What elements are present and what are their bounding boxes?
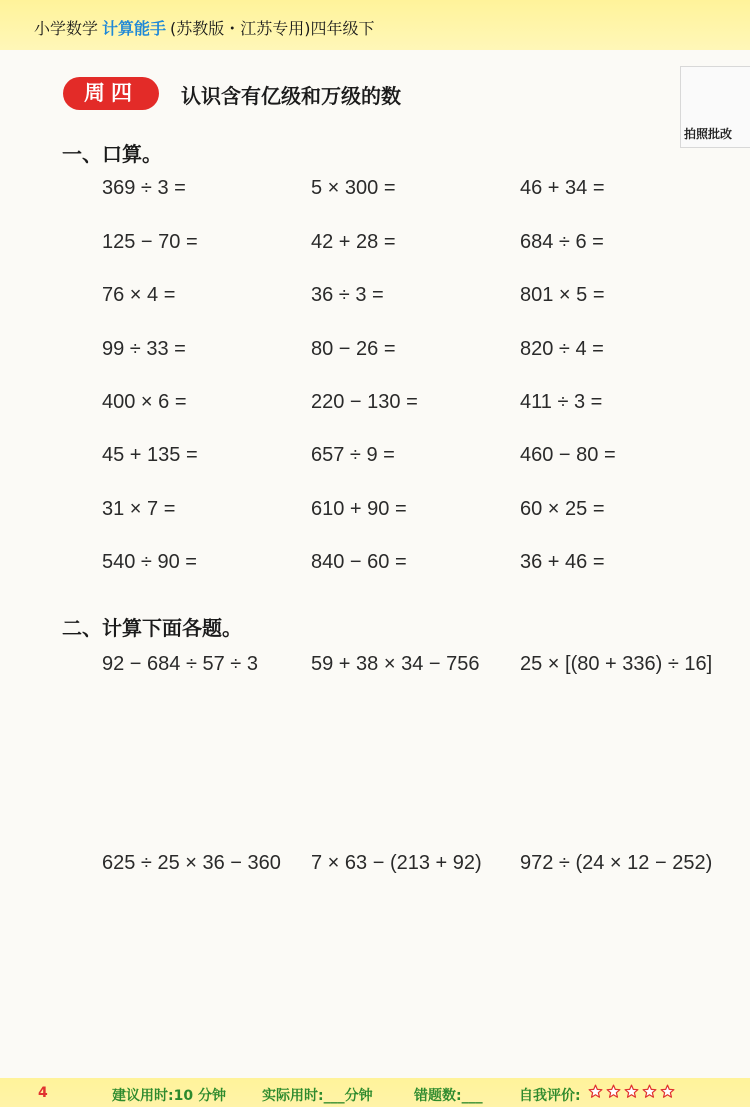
problem-item: 684 ÷ 6 = <box>520 231 604 253</box>
problem-item: 5 × 300 = <box>311 177 396 199</box>
calc-problem: 25 × [(80 + 336) ÷ 16] <box>520 653 713 675</box>
problem-item: 220 − 130 = <box>311 391 418 413</box>
problem-item: 80 − 26 = <box>311 338 396 360</box>
problem-item: 801 × 5 = <box>520 284 605 306</box>
problem-item: 60 × 25 = <box>520 498 605 520</box>
star-icon[interactable] <box>642 1084 657 1099</box>
problem-item: 125 − 70 = <box>102 231 198 253</box>
problem-item: 840 − 60 = <box>311 551 407 573</box>
star-icon[interactable] <box>624 1084 639 1099</box>
day-badge: 周四 <box>63 77 159 110</box>
problem-item: 369 ÷ 3 = <box>102 177 186 199</box>
problem-item: 76 × 4 = <box>102 284 176 306</box>
rating-stars[interactable] <box>588 1084 678 1100</box>
problem-item: 45 + 135 = <box>102 444 198 466</box>
problem-item: 610 + 90 = <box>311 498 407 520</box>
section1-title: 一、口算。 <box>62 142 162 166</box>
actual-time: 实际用时:___分钟 <box>262 1088 373 1104</box>
series-name: 小学数学 <box>34 19 99 38</box>
star-icon[interactable] <box>588 1084 603 1099</box>
page-number: 4 <box>38 1085 48 1101</box>
problem-item: 540 ÷ 90 = <box>102 551 197 573</box>
problem-item: 400 × 6 = <box>102 391 187 413</box>
problem-item: 657 ÷ 9 = <box>311 444 395 466</box>
qr-label: 拍照批改 <box>684 127 733 141</box>
brand-name: 计算能手 <box>102 19 167 38</box>
problem-item: 820 ÷ 4 = <box>520 338 604 360</box>
problem-item: 46 + 34 = <box>520 177 605 199</box>
calc-problem: 59 + 38 × 34 − 756 <box>311 653 480 675</box>
problem-item: 31 × 7 = <box>102 498 176 520</box>
edition-label: (苏教版・江苏专用)四年级下 <box>170 19 375 38</box>
problem-item: 99 ÷ 33 = <box>102 338 186 360</box>
problem-item: 36 + 46 = <box>520 551 605 573</box>
problem-item: 42 + 28 = <box>311 231 396 253</box>
section2-title: 二、计算下面各题。 <box>62 616 242 640</box>
suggested-time: 建议用时:10 分钟 <box>112 1088 226 1104</box>
calc-problem: 625 ÷ 25 × 36 − 360 <box>102 852 281 874</box>
problem-item: 460 − 80 = <box>520 444 616 466</box>
self-evaluation-label: 自我评价: <box>519 1088 581 1104</box>
lesson-title: 认识含有亿级和万级的数 <box>181 84 401 108</box>
calc-problem: 92 − 684 ÷ 57 ÷ 3 <box>102 653 258 675</box>
problem-item: 411 ÷ 3 = <box>520 391 603 413</box>
star-icon[interactable] <box>660 1084 675 1099</box>
calc-problem: 7 × 63 − (213 + 92) <box>311 852 482 874</box>
star-icon[interactable] <box>606 1084 621 1099</box>
problem-item: 36 ÷ 3 = <box>311 284 384 306</box>
error-count: 错题数:___ <box>414 1088 483 1104</box>
calc-problem: 972 ÷ (24 × 12 − 252) <box>520 852 713 874</box>
